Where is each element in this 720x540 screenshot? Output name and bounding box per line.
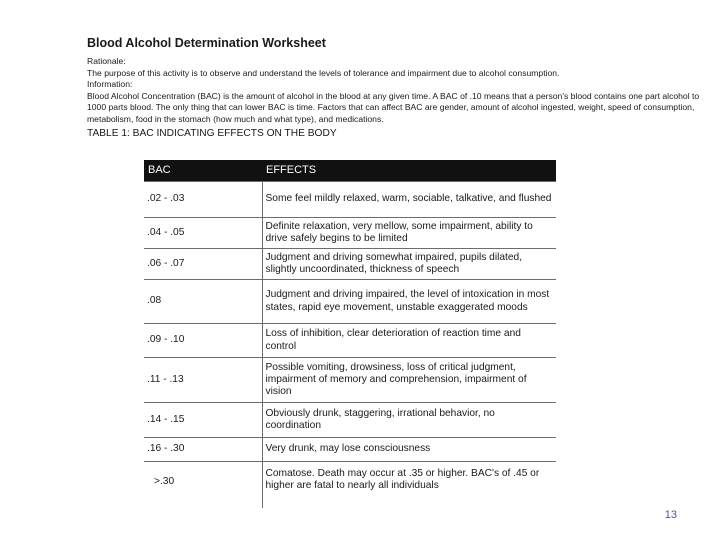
information-label: Information:: [87, 79, 133, 89]
information-text: Blood Alcohol Concentration (BAC) is the amount of alcohol in the blood at any given time. A BAC of .10 means that a person's blood contains one part alcohol to 1000 parts blood. The only thing that can lower BAC is time. Factors that can affect BAC are gender, amount of alcohol ingested, weight, speed of consumption, metabolism, food in the stomach (how much and what type), and medications.: [87, 90, 700, 124]
table-row: [144, 182, 556, 218]
effects-cell: Comatose. Death may occur at .35 or higher. BAC's of .45 or higher are fatal to nearly all individuals: [262, 462, 556, 508]
effects-cell: Very drunk, may lose consciousness: [262, 438, 556, 462]
bac-cell: .02 - .03: [144, 182, 262, 218]
table-row: [144, 438, 556, 462]
table-row: [144, 462, 556, 508]
table-row: [144, 218, 556, 249]
rationale-label: Rationale:: [87, 56, 126, 66]
table-row: [144, 358, 556, 403]
bac-cell: .14 - .15: [144, 403, 262, 438]
worksheet-title: Blood Alcohol Determination Worksheet: [87, 36, 326, 50]
bac-cell: .11 - .13: [144, 358, 262, 403]
bac-effects-table: [144, 160, 556, 508]
page-number: 13: [664, 509, 677, 521]
bac-cell: .04 - .05: [144, 218, 262, 249]
effects-cell: Obviously drunk, staggering, irrational behavior, no coordination: [262, 403, 556, 438]
effects-cell: Some feel mildly relaxed, warm, sociable, talkative, and flushed: [262, 182, 556, 218]
bac-cell: >.30: [144, 462, 262, 508]
bac-cell: .16 - .30: [144, 438, 262, 462]
header-bac: BAC: [144, 160, 262, 182]
table-caption: TABLE 1: BAC INDICATING EFFECTS ON THE BODY: [87, 128, 337, 139]
bac-cell: .09 - .10: [144, 324, 262, 358]
worksheet-text: [87, 36, 702, 140]
effects-cell: Judgment and driving somewhat impaired, pupils dilated, slightly uncoordinated, thickness of speech: [262, 249, 556, 280]
effects-cell: Judgment and driving impaired, the level of intoxication in most states, rapid eye movement, unstable exaggerated moods: [262, 280, 556, 324]
header-effects: EFFECTS: [262, 160, 556, 182]
effects-cell: Definite relaxation, very mellow, some impairment, ability to drive safely begins to be limited: [262, 218, 556, 249]
bac-cell: .08: [144, 280, 262, 324]
effects-cell: Loss of inhibition, clear deterioration of reaction time and control: [262, 324, 556, 358]
table-row: [144, 280, 556, 324]
table-row: [144, 249, 556, 280]
table-header-row: [144, 160, 556, 182]
bac-cell: .06 - .07: [144, 249, 262, 280]
table-row: [144, 403, 556, 438]
effects-cell: Possible vomiting, drowsiness, loss of critical judgment, impairment of memory and comprehension, impairment of vision: [262, 358, 556, 403]
table-row: [144, 324, 556, 358]
rationale-text: The purpose of this activity is to observe and understand the levels of tolerance and impairment due to alcohol consumption.: [87, 67, 560, 78]
